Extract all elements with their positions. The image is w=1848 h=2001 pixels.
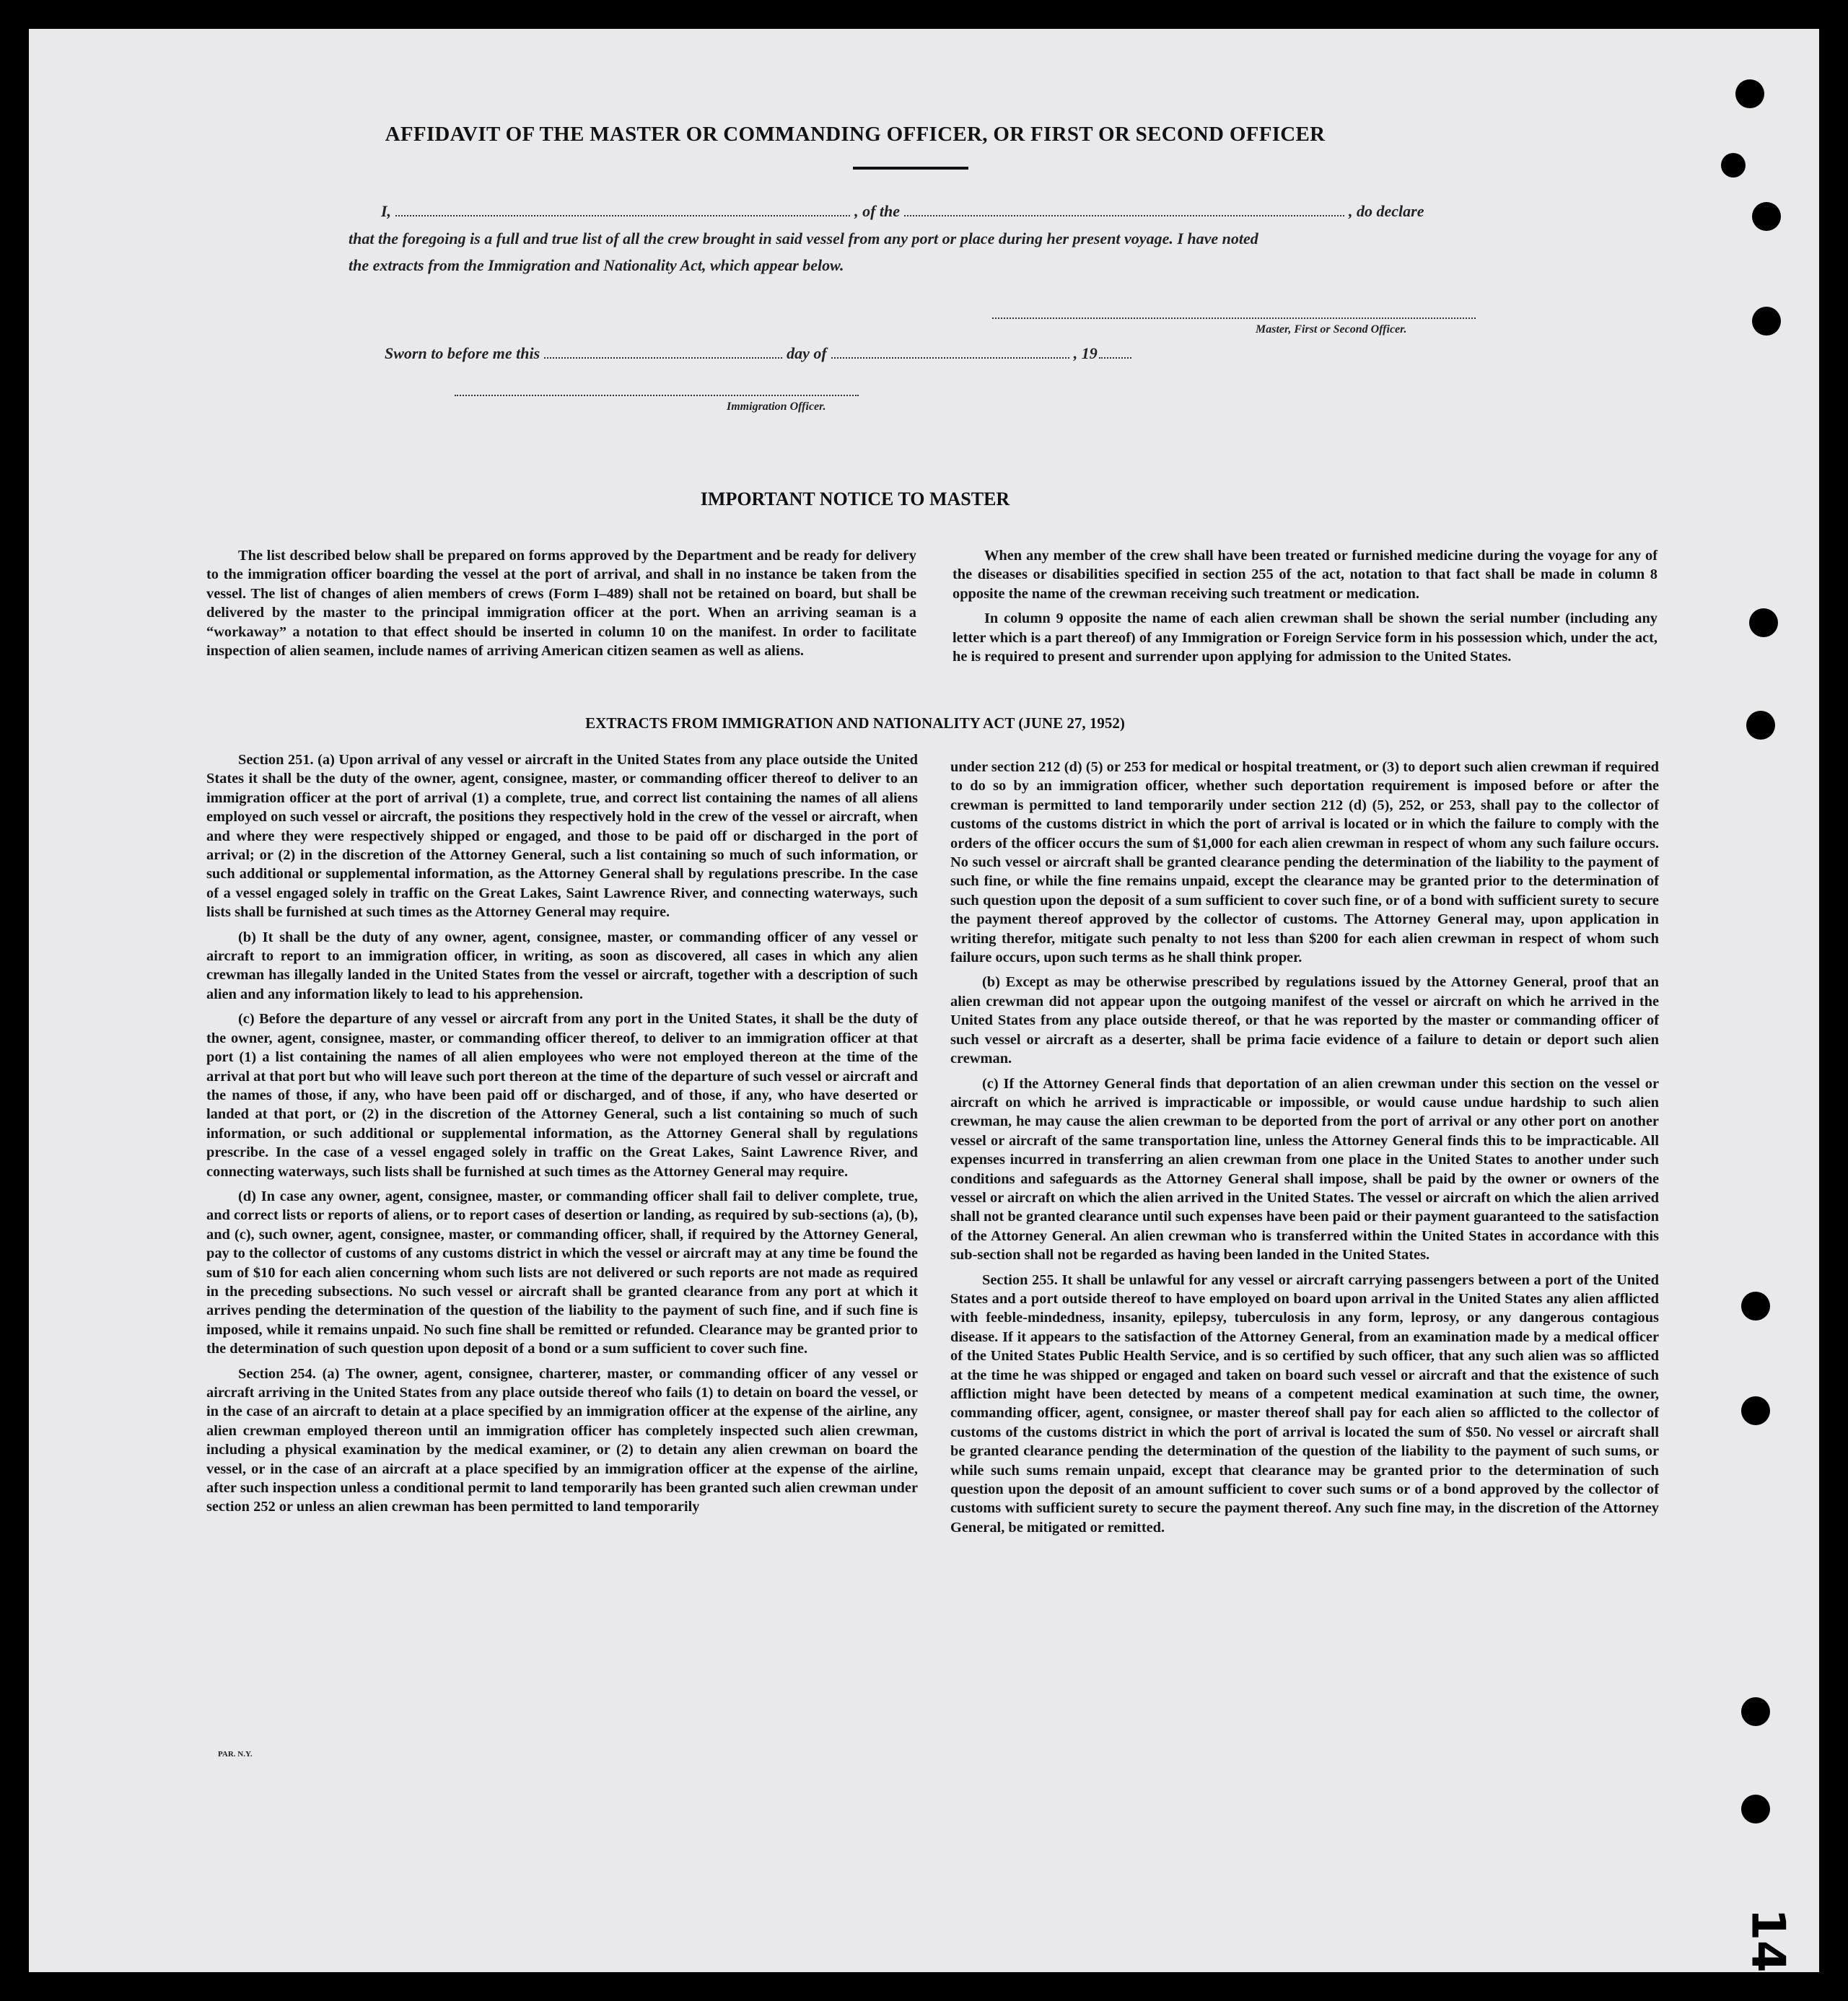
master-signature-label: Master, First or Second Officer. (1256, 323, 1407, 336)
affidavit-title: AFFIDAVIT OF THE MASTER OR COMMANDING OFFICER, OR FIRST OR SECOND OFFICER (385, 123, 1326, 146)
name-field[interactable] (395, 205, 850, 216)
declaration-i: I, (381, 202, 392, 220)
notice-left-column (206, 546, 916, 660)
notice-paragraph: When any member of the crew shall have been treated or furnished medicine during the voyage for any of the diseases or disabilities specified in section 255 of the act, notation to that fact shall be made in column 8 opposite the name of the crewman receiving such treatment or medication. (953, 548, 1657, 602)
sworn-text: Sworn to before me this (385, 344, 540, 362)
notice-right-column (953, 546, 1657, 666)
section-251-c: (c) Before the departure of any vessel or aircraft from any port in the United States, it shall be the duty of the owner, agent, consignee, master, or commanding officer thereof, to deliver to an immigration officer at that port (1) a list containing the names of all alien employees who were not employed thereon at the time of the arrival at that port but who will leave such port thereon at the time of the departure of such vessel or aircraft and the names of those, if any, who have been paid off or discharged, and of those, if any, who have deserted or landed at that port, or (2) in the discretion of the Attorney General, such a list containing so much of such information, or such additional or supplemental information, as the Attorney General shall by regulations prescribe. In the case of a vessel engaged solely in traffic on the Great Lakes, Saint Lawrence River, and connecting waterways, such lists shall be furnished at such times as the Attorney General may require. (206, 1011, 918, 1180)
section-251-a: Section 251. (a) Upon arrival of any vessel or aircraft in the United States from any place outside the United States it shall be the duty of the owner, agent, consignee, master, or commanding officer thereof to deliver to an immigration officer at the port of arrival (1) a complete, true, and correct list containing the names of all aliens employed on such vessel or aircraft, the positions they respectively hold in the crew of the vessel or aircraft, when and where they were respectively shipped or engaged, and those to be paid off or discharged in the port of arrival; or (2) in the discretion of the Attorney General, such a list containing so much of such information, or such additional or supplemental information, as the Attorney General shall by regulations prescribe. In the case of a vessel engaged solely in traffic on the Great Lakes, Saint Lawrence River, and connecting waterways, such lists shall be furnished at such times as the Attorney General may require. (206, 752, 918, 921)
section-255: Section 255. It shall be unlawful for any vessel or aircraft carrying passengers between a port of the United States and a port outside thereof to have employed on board upon arrival in the United States any alien afflicted with feeble-mindedness, insanity, epilepsy, tuberculosis in any form, leprosy, or any dangerous contagious disease. If it appears to the satisfaction of the Attorney General, from an examination made by a medical officer of the United States Public Health Service, and is so certified by such officer, that any such alien was so afflicted at the time he was shipped or engaged and taken on board such vessel or aircraft and that the existence of such affliction might have been detected by means of a competent medical examination at such time, the owner, commanding officer, agent, consignee, or master thereof shall pay for each alien so afflicted to the collector of customs of the customs district in which the port of arrival is located the sum of $50. No vessel or aircraft shall be granted clearance pending the determination of the question of the liability to the payment of such sums, or while such sums remain unpaid, except that clearance may be granted prior to the determination of such question upon the deposit of an amount sufficient to cover such sums or of a bond approved by the collector of customs with sufficient surety to secure the payment thereof. Any such fine may, in the discretion of the Attorney General, be mitigated or remitted. (950, 1271, 1659, 1536)
extracts-left-column (206, 750, 918, 1517)
document-page (29, 29, 1819, 1972)
vessel-field[interactable] (904, 205, 1344, 216)
sworn-year-field[interactable] (1099, 347, 1131, 359)
officer-signature-label: Immigration Officer. (727, 400, 826, 413)
sworn-day-field[interactable] (544, 347, 782, 359)
binder-hole (1721, 153, 1746, 178)
master-signature-line[interactable] (992, 318, 1476, 319)
binder-hole (1741, 1795, 1770, 1823)
year-prefix-text: , 19 (1073, 344, 1098, 362)
notice-title: IMPORTANT NOTICE TO MASTER (700, 489, 1010, 509)
section-254-b: (b) Except as may be otherwise prescribed by regulations issued by the Attorney General, proof that an alien crewman did not appear upon the outgoing manifest of the vessel or aircraft on which he arrived in the United States from any place outside thereof, or that he was reported by the master or commanding officer of such vessel or aircraft as a deserter, shall be prima facie evidence of a failure to detain or deport such alien crewman. (950, 974, 1659, 1067)
section-251-d: (d) In case any owner, agent, consignee, master, or commanding officer shall fail to deliver complete, true, and correct lists or reports of aliens, or to report cases of desertion or landing, as required by sub-sections (a), (b), and (c), such owner, agent, consignee, master, or commanding officer, shall, if required by the Attorney General, pay to the collector of customs of any customs district in which the vessel or aircraft may at any time be found the sum of $10 for each alien concerning whom such lists are not delivered or such reports are not made as required in the preceding subsections. No such vessel or aircraft shall be granted clearance from any port at which it arrives pending the determination of the question of the liability to the payment of such fine, and if such fine is imposed, while it remains unpaid. No such fine shall be remitted or refunded. Clearance may be granted prior to the determination of such question upon deposit of a bond or a sum sufficient to cover such fine. (206, 1188, 918, 1357)
page-number: 14 (1740, 1908, 1795, 1973)
section-254-c: (c) If the Attorney General finds that deportation of an alien crewman under this section on the vessel or aircraft on which he arrived is impracticable or impossible, or would cause undue hardship to such alien crewman, he may cause the alien crewman to be deported from the port of arrival or any other port on another vessel or aircraft of the same transportation line, unless the Attorney General finds this to be impracticable. All expenses incurred in transferring an alien crewman from one place in the United States to another under such conditions and safeguards as the Attorney General shall impose, shall be paid by the owner or owners of the vessel or aircraft on which the alien arrived in the United States. The vessel or aircraft on which the alien arrived shall not be granted clearance until such expenses have been paid or their payment guaranteed to the satisfaction of the Attorney General. An alien crewman who is transferred within the United States in accordance with this sub-section shall not be regarded as having been landed in the United States. (950, 1075, 1659, 1264)
notice-paragraph: The list described below shall be prepared on forms approved by the Department and be ready for delivery to the immigration officer boarding the vessel at the port of arrival, and shall in no instance be taken from the vessel. The list of changes of alien members of crews (Form I–489) shall not be retained on board, but shall be delivered by the master to the principal immigration officer at the port. When an arriving seaman is a “workaway” a notation to that effect should be inserted in column 10 on the manifest. In order to facilitate inspection of alien seamen, include names of arriving American citizen seamen as well as aliens. (206, 548, 916, 660)
declaration-text-line2: that the foregoing is a full and true list of all the crew brought in said vessel from any port or place during her present voyage. I have noted (349, 229, 1258, 248)
binder-hole (1741, 1396, 1770, 1425)
section-251-b: (b) It shall be the duty of any owner, agent, consignee, master, or commanding officer of any vessel or aircraft to report to an immigration officer, in writing, as soon as discovered, all cases in which any alien crewman has illegally landed in the United States from the vessel or aircraft, together with a description of such alien and any information likely to lead to his apprehension. (206, 929, 918, 1002)
day-of-text: day of (787, 344, 827, 362)
extracts-title: EXTRACTS FROM IMMIGRATION AND NATIONALITY ACT (JUNE 27, 1952) (585, 714, 1125, 732)
section-254-a: Section 254. (a) The owner, agent, consignee, charterer, master, or commanding officer of any vessel or aircraft arriving in the United States from any place outside thereof who fails (1) to detain on board the vessel, or in the case of an aircraft to detain at a place specified by an immigration officer at the expense of the airline, any alien crewman employed thereon until an immigration officer has completely inspected such alien crewman, including a physical examination by the medical examiner, or (2) to detain any alien crewman on board the vessel, or in the case of an aircraft at a place specified by an immigration officer at the expense of the airline, after such inspection unless a conditional permit to land temporarily has been granted such alien crewman under section 252 or unless an alien crewman has been permitted to land temporarily (206, 1365, 918, 1515)
extracts-right-column (950, 758, 1659, 1537)
notice-paragraph: In column 9 opposite the name of each alien crewman shall be shown the serial number (including any letter which is a part thereof) of any Immigration or Foreign Service form in his possession which, under the act, he is required to present and surrender upon applying for admission to the United States. (953, 610, 1657, 665)
title-rule (853, 167, 968, 170)
binder-hole (1752, 202, 1781, 231)
declaration-of-the: , of the (854, 202, 901, 220)
binder-hole (1749, 608, 1778, 637)
sworn-month-field[interactable] (831, 347, 1069, 359)
binder-hole (1741, 1292, 1770, 1321)
printer-mark: PAR. N.Y. (218, 1750, 253, 1759)
sworn-line (385, 344, 1136, 363)
officer-signature-line[interactable] (455, 395, 859, 396)
binder-hole (1741, 1697, 1770, 1726)
binder-hole (1752, 307, 1781, 336)
declaration-text-line3: the extracts from the Immigration and Nationality Act, which appear below. (349, 256, 844, 274)
binder-hole (1735, 79, 1764, 108)
declaration-do-declare: , do declare (1349, 202, 1424, 220)
binder-hole (1746, 711, 1775, 740)
declaration-line (381, 202, 1424, 221)
section-254-a-continued: under section 212 (d) (5) or 253 for medical or hospital treatment, or (3) to deport such alien crewman if required to do so by an immigration officer, whether such deportation requirement is imposed before or after the crewman is permitted to land temporarily under section 212 (d) (5), 252, or 253, shall pay to the collector of customs of the customs district in which the port of arrival is located or in which the failure to comply with the orders of the officer occurs the sum of $1,000 for each alien crewman in respect of whom any such failure occurs. No such vessel or aircraft shall be granted clearance pending the determination of the liability to the payment of such fine, or while the fine remains unpaid, except the clearance may be granted prior to the determination of such question upon the deposit of a sum sufficient to cover such fine, or of a bond with sufficient surety to secure the payment thereof approved by the collector of customs. The Attorney General may, upon application in writing therefor, mitigate such penalty to not less than $200 for each alien crewman in respect of whom such failure occurs, upon such terms as he shall think proper. (950, 759, 1659, 966)
